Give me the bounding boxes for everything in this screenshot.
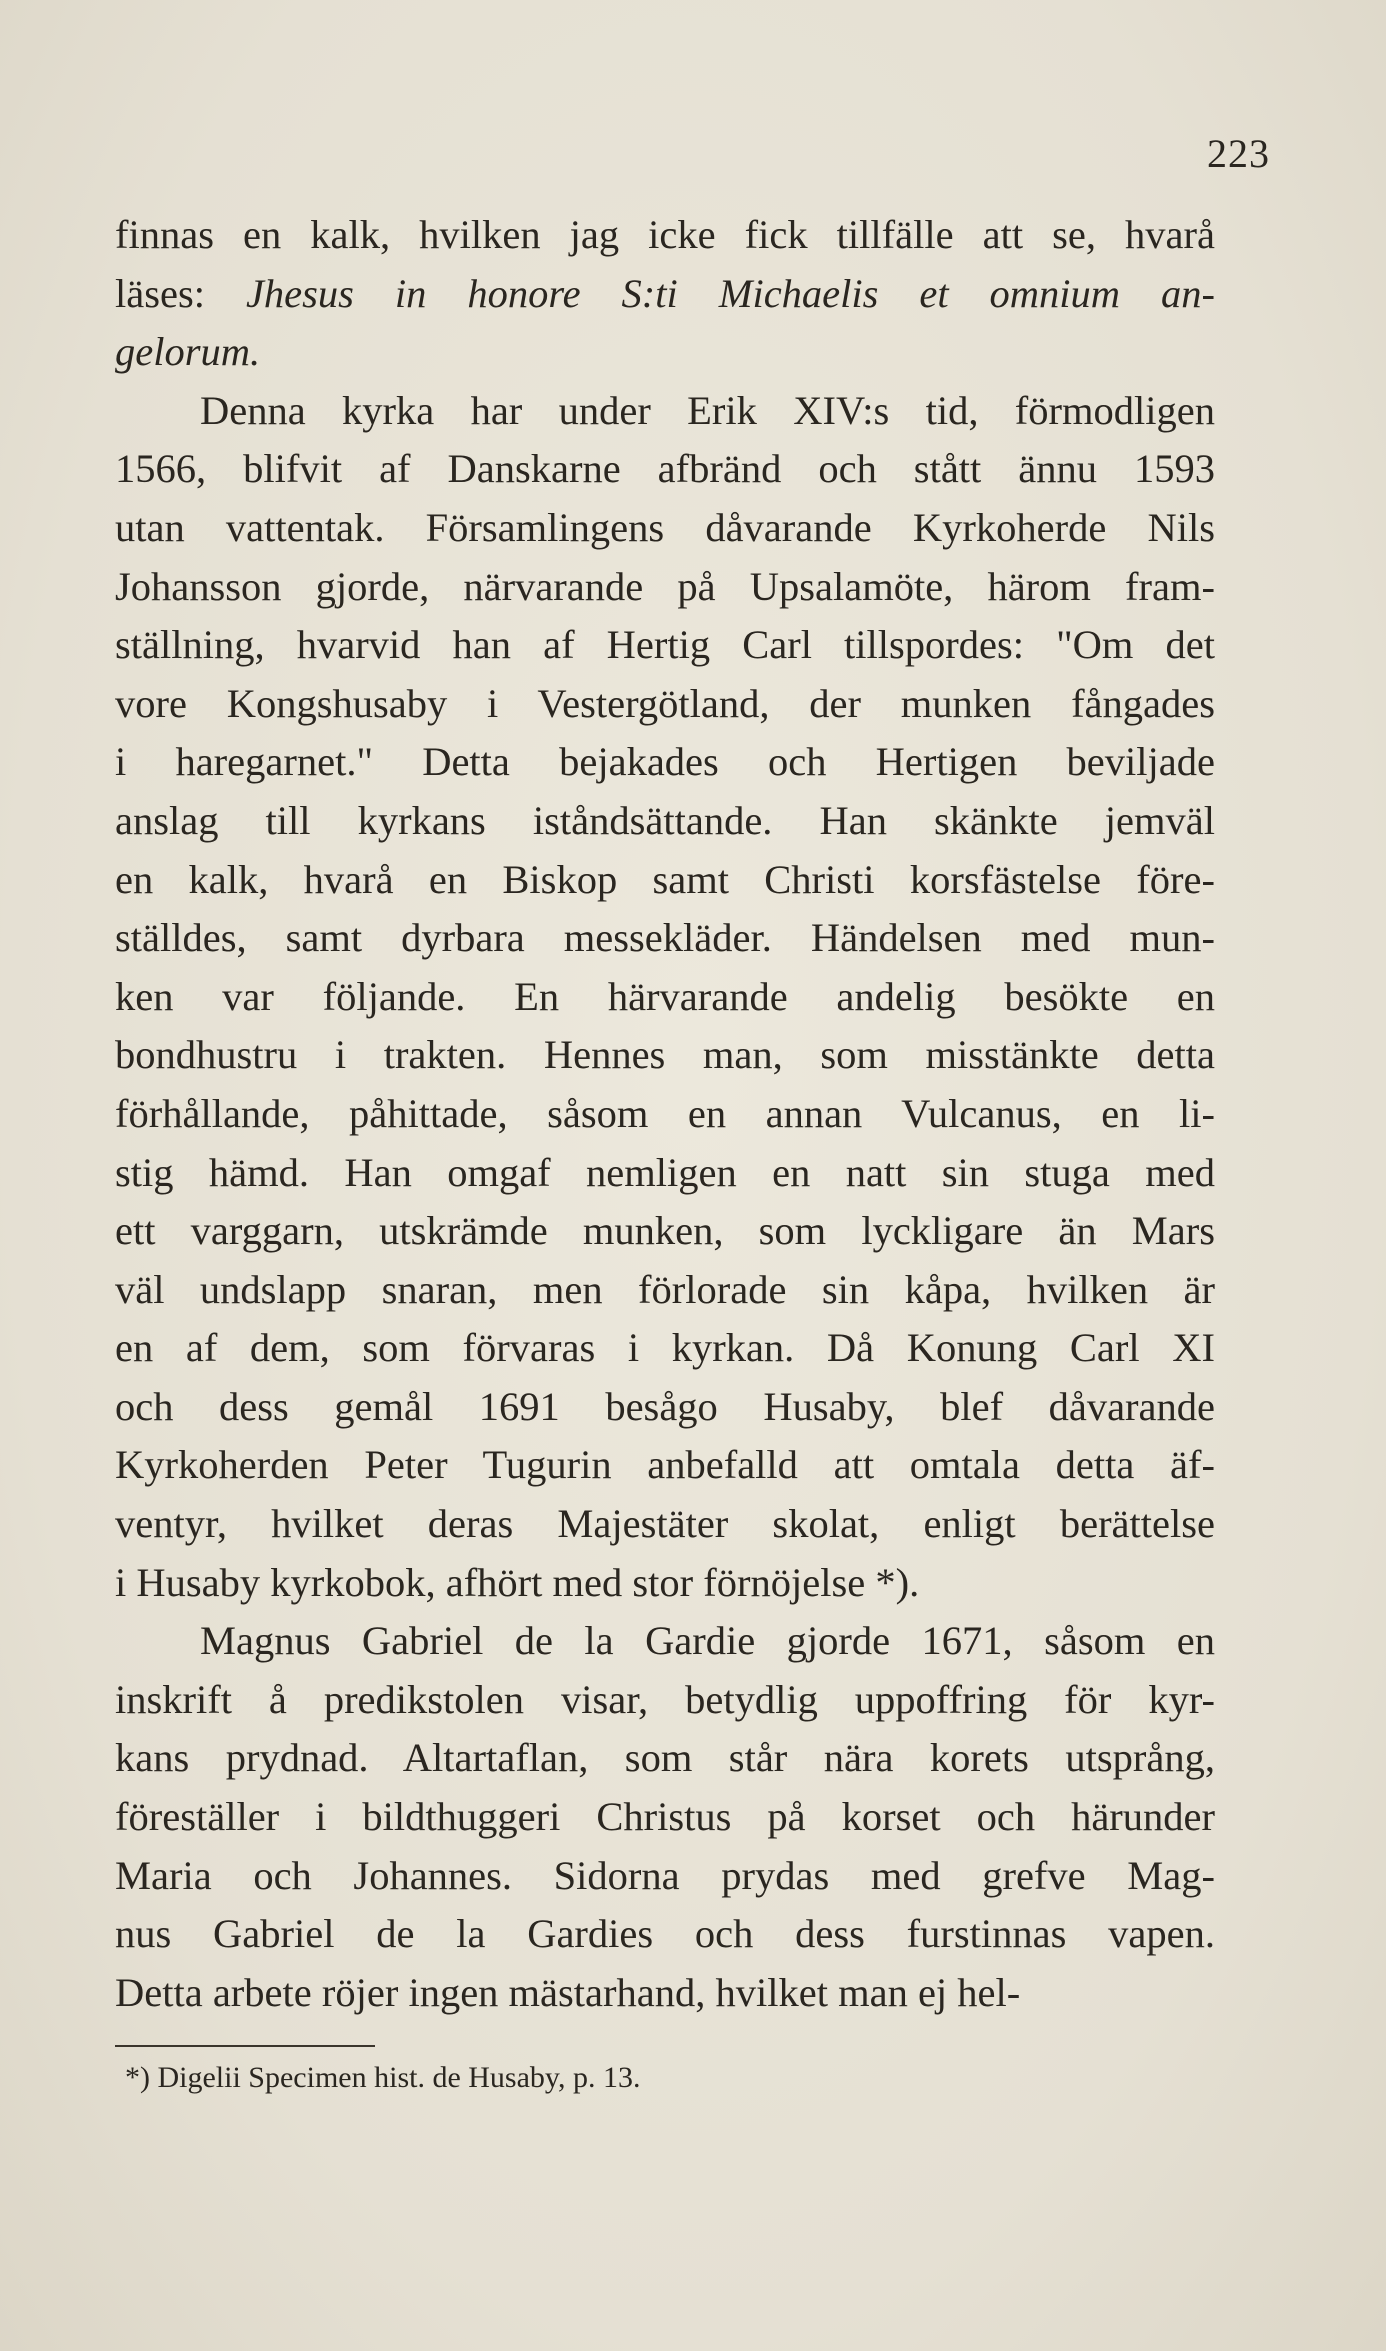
- text-line: ken var följande. En härvarande andelig besökte en: [115, 973, 1215, 1019]
- text-line: Denna kyrka har under Erik XIV:s tid, förmodligen: [200, 387, 1215, 433]
- text-line: kans prydnad. Altartaflan, som står nära korets utsprång,: [115, 1735, 1215, 1781]
- page-number: 223: [1207, 131, 1270, 176]
- text-line: väl undslapp snaran, men förlorade sin kåpa, hvilken är: [115, 1266, 1215, 1312]
- text-line: nus Gabriel de la Gardies och dess furstinnas vapen.: [115, 1911, 1215, 1957]
- text-line: en kalk, hvarå en Biskop samt Christi korsfästelse före-: [115, 856, 1215, 902]
- footnote: *) Digelii Specimen hist. de Husaby, p. 13.: [125, 2061, 641, 2094]
- text-line: i haregarnet." Detta bejakades och Hertigen beviljade: [115, 739, 1215, 785]
- text-line: utan vattentak. Församlingens dåvarande Kyrkoherde Nils: [115, 504, 1215, 550]
- text-line: läses: Jhesus in honore S:ti Michaelis et omnium an-: [115, 270, 1215, 316]
- text-line: Johansson gjorde, närvarande på Upsalamöte, härom fram-: [115, 563, 1215, 609]
- text-line: Detta arbete röjer ingen mästarhand, hvilket man ej hel-: [115, 1969, 1021, 2015]
- text-line: förhållande, påhittade, såsom en annan Vulcanus, en li-: [115, 1090, 1215, 1136]
- footnote-divider: [115, 2045, 375, 2047]
- text-line: Kyrkoherden Peter Tugurin anbefalld att omtala detta äf-: [115, 1442, 1215, 1488]
- text-line: och dess gemål 1691 besågo Husaby, blef dåvarande: [115, 1383, 1215, 1429]
- text-line: ställning, hvarvid han af Hertig Carl tillspordes: "Om det: [115, 622, 1215, 668]
- text-line: stig hämd. Han omgaf nemligen en natt sin stuga med: [115, 1149, 1215, 1195]
- text-line: gelorum.: [115, 329, 261, 375]
- text-line: i Husaby kyrkobok, afhört med stor förnöjelse *).: [115, 1559, 920, 1605]
- text-line: ventyr, hvilket deras Majestäter skolat, enligt berättelse: [115, 1501, 1215, 1547]
- text-line: ställdes, samt dyrbara messekläder. Händelsen med mun-: [115, 915, 1215, 961]
- text-line: inskrift å predikstolen visar, betydlig uppoffring för kyr-: [115, 1676, 1215, 1722]
- text-line: bondhustru i trakten. Hennes man, som misstänkte detta: [115, 1032, 1215, 1078]
- body-text: [115, 206, 1215, 2022]
- text-line: vore Kongshusaby i Vestergötland, der munken fångades: [115, 680, 1215, 726]
- text-line: en af dem, som förvaras i kyrkan. Då Konung Carl XI: [115, 1325, 1215, 1371]
- text-line: 1566, blifvit af Danskarne afbränd och stått ännu 1593: [115, 446, 1215, 492]
- text-line: föreställer i bildthuggeri Christus på korset och härunder: [115, 1794, 1215, 1840]
- text-line: anslag till kyrkans iståndsättande. Han skänkte jemväl: [115, 797, 1215, 843]
- text-line: ett varggarn, utskrämde munken, som lyckligare än Mars: [115, 1208, 1215, 1254]
- text-line: Maria och Johannes. Sidorna prydas med grefve Mag-: [115, 1852, 1215, 1898]
- text-line: finnas en kalk, hvilken jag icke fick tillfälle att se, hvarå: [115, 212, 1215, 257]
- text-line: Magnus Gabriel de la Gardie gjorde 1671, såsom en: [200, 1618, 1215, 1664]
